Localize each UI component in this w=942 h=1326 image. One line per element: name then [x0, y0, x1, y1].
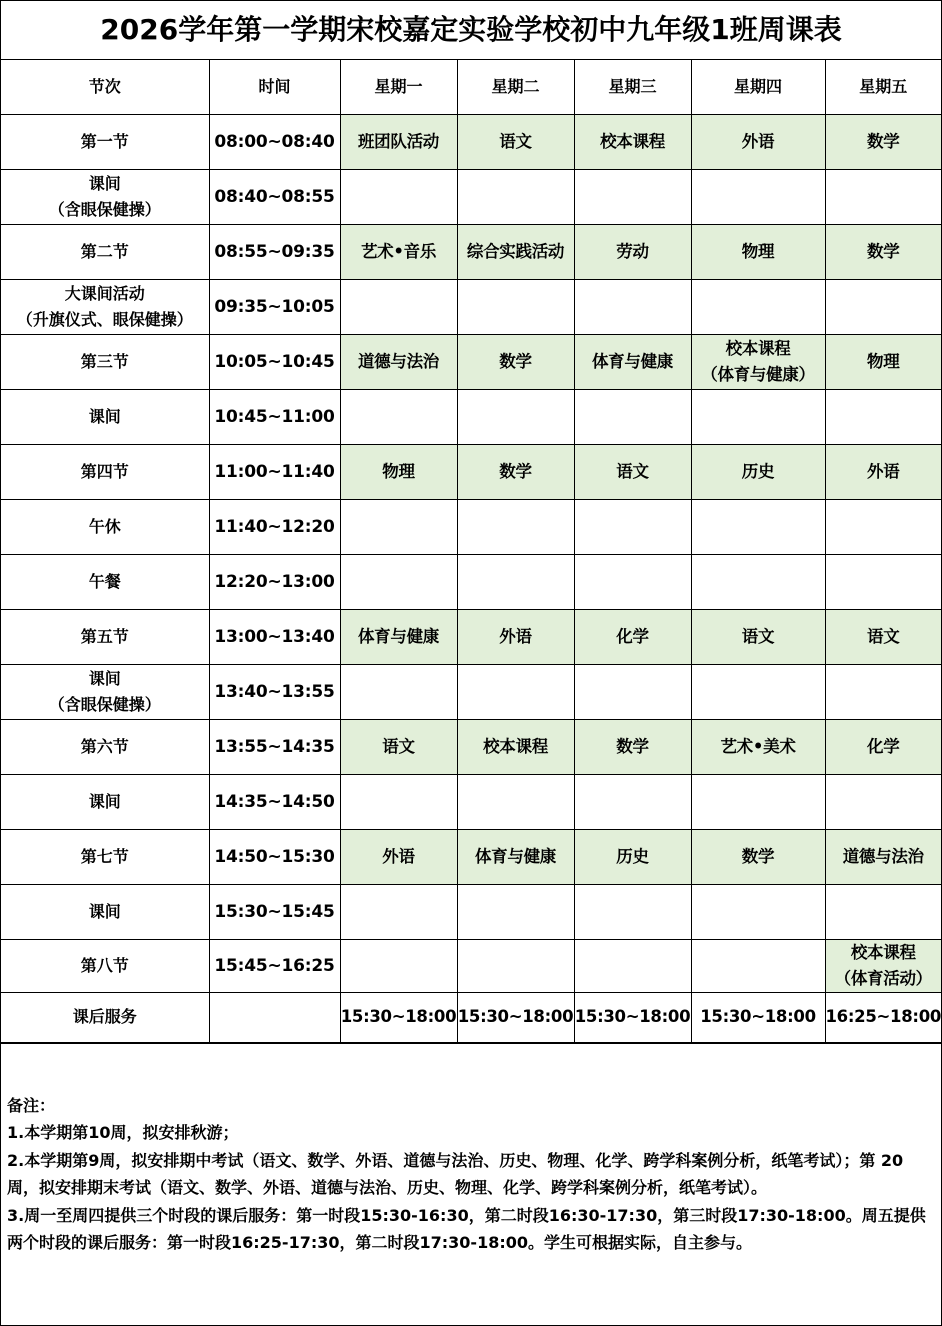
cell-thursday [691, 224, 825, 279]
cell-wednesday [574, 114, 691, 169]
cell-thursday [691, 444, 825, 499]
cell-tuesday [457, 114, 574, 169]
cell-thursday [691, 829, 825, 884]
cell-monday [340, 444, 457, 499]
time-cell: 09:35~10:05 [209, 279, 340, 334]
cell-tuesday [457, 774, 574, 829]
course-label: 班团队活动 [357, 131, 439, 151]
course-label: 外语 [382, 846, 415, 866]
cell-friday [825, 444, 941, 499]
slot-label: 课间 [88, 901, 121, 921]
schedule-row [1, 389, 941, 444]
cell-monday [340, 279, 457, 334]
cell-wednesday [574, 389, 691, 444]
cell-tuesday [457, 444, 574, 499]
cell-wednesday [574, 499, 691, 554]
course-label: 语文 [499, 131, 532, 151]
course-label: 语文 [616, 461, 649, 481]
cell-monday [340, 224, 457, 279]
slot-cell [1, 444, 209, 499]
time-cell: 12:20~13:00 [209, 554, 340, 609]
schedule-row [1, 114, 941, 169]
course-label: 数学 [616, 736, 649, 756]
slot-label: 第四节 [80, 461, 129, 481]
course-label: 语文 [741, 626, 775, 646]
cell-monday [340, 992, 457, 1042]
time-cell: 13:40~13:55 [209, 664, 340, 719]
course-label: 物理 [382, 461, 415, 481]
cell-friday [825, 884, 941, 939]
cell-thursday [691, 719, 825, 774]
slot-cell [1, 884, 209, 939]
cell-monday [340, 554, 457, 609]
cell-friday [825, 389, 941, 444]
slot-label: 第八节 [80, 955, 129, 975]
course-label: 道德与法治 [842, 846, 924, 866]
cell-thursday [691, 334, 825, 389]
cell-thursday [691, 554, 825, 609]
course-label: （体育活动） [834, 968, 932, 988]
cell-tuesday [457, 554, 574, 609]
page-title: 2026学年第一学期宋校嘉定实验学校初中九年级1班周课表 [1, 1, 941, 60]
slot-label: 第五节 [80, 626, 129, 646]
slot-label: 课间 [88, 406, 121, 426]
slot-cell [1, 114, 209, 169]
notes-section [1, 1043, 941, 1257]
course-label: 化学 [867, 736, 900, 756]
schedule-row [1, 609, 941, 664]
course-label: 综合实践活动 [466, 241, 565, 261]
slot-cell [1, 992, 209, 1042]
slot-cell [1, 609, 209, 664]
cell-wednesday [574, 334, 691, 389]
course-label: 外语 [741, 131, 775, 151]
cell-monday [340, 939, 457, 992]
slot-label: 午休 [88, 516, 121, 536]
course-label: 数学 [499, 461, 532, 481]
slot-label: 课后服务 [72, 1007, 137, 1026]
header-row [1, 60, 941, 114]
course-label: 15:30~18:00 [340, 1007, 457, 1026]
time-cell [209, 992, 340, 1042]
schedule-row [1, 829, 941, 884]
header-friday: 星期五 [825, 60, 941, 114]
course-label: 校本课程 [600, 131, 665, 151]
time-cell: 11:00~11:40 [209, 444, 340, 499]
time-cell: 13:55~14:35 [209, 719, 340, 774]
course-label: 外语 [867, 461, 900, 481]
course-label: 艺术•美术 [720, 736, 796, 756]
course-label: 外语 [499, 626, 532, 646]
header-tuesday: 星期二 [457, 60, 574, 114]
header-monday: 星期一 [340, 60, 457, 114]
note-item: 2.本学期第9周，拟安排期中考试（语文、数学、外语、道德与法治、历史、物理、化学、跨学科案例分析，纸笔考试）；第 20 周，拟安排期末考试（语文、数学、外语、道德与法治、历史、物理、化学、跨学科案例分析，纸笔考试）。 [7, 1150, 904, 1197]
schedule-row [1, 664, 941, 719]
slot-label: （升旗仪式、眼保健操） [16, 309, 193, 329]
time-cell: 11:40~12:20 [209, 499, 340, 554]
schedule-row [1, 992, 941, 1042]
cell-tuesday [457, 664, 574, 719]
course-label: 数学 [867, 241, 900, 261]
schedule-row [1, 774, 941, 829]
cell-friday [825, 334, 941, 389]
schedule-row [1, 554, 941, 609]
cell-wednesday [574, 224, 691, 279]
cell-friday [825, 224, 941, 279]
cell-thursday [691, 664, 825, 719]
course-label: 体育与健康 [474, 846, 556, 866]
slot-cell [1, 554, 209, 609]
schedule-row [1, 224, 941, 279]
slot-label: （含眼保健操） [48, 199, 161, 219]
cell-friday [825, 554, 941, 609]
slot-label: 课间 [88, 173, 121, 193]
note-item: 3.周一至周四提供三个时段的课后服务：第一时段15:30-16:30，第二时段16:30-17:30，第三时段17:30-18:00。周五提供两个时段的课后服务：第一时段16:25-17:30，第二时段17:30-18:00。学生可根据实际，自主参与。 [7, 1205, 926, 1252]
schedule-row [1, 334, 941, 389]
course-label: 语文 [382, 736, 415, 756]
cell-friday [825, 992, 941, 1042]
slot-label: 第三节 [80, 351, 129, 371]
cell-tuesday [457, 609, 574, 664]
cell-thursday [691, 884, 825, 939]
course-label: 校本课程 [483, 736, 548, 756]
course-label: 数学 [867, 131, 900, 151]
cell-wednesday [574, 609, 691, 664]
time-cell: 08:40~08:55 [209, 169, 340, 224]
cell-tuesday [457, 389, 574, 444]
schedule-row [1, 499, 941, 554]
slot-cell [1, 664, 209, 719]
cell-wednesday [574, 939, 691, 992]
slot-label: 第一节 [80, 131, 129, 151]
note-item: 1.本学期第10周，拟安排秋游； [7, 1123, 239, 1142]
cell-tuesday [457, 884, 574, 939]
slot-cell [1, 499, 209, 554]
course-label: 历史 [741, 461, 775, 481]
cell-wednesday [574, 554, 691, 609]
notes-heading: 备注： [7, 1095, 56, 1115]
course-label: 物理 [867, 351, 900, 371]
cell-monday [340, 169, 457, 224]
schedule-row [1, 719, 941, 774]
course-label: 语文 [867, 626, 900, 646]
cell-friday [825, 279, 941, 334]
slot-cell [1, 939, 209, 992]
course-label: 校本课程 [725, 338, 791, 358]
time-cell: 14:35~14:50 [209, 774, 340, 829]
course-label: 劳动 [616, 241, 649, 261]
cell-monday [340, 114, 457, 169]
cell-wednesday [574, 169, 691, 224]
slot-cell [1, 334, 209, 389]
cell-wednesday [574, 664, 691, 719]
time-cell: 15:30~15:45 [209, 884, 340, 939]
course-label: 体育与健康 [357, 626, 439, 646]
time-cell: 10:45~11:00 [209, 389, 340, 444]
cell-friday [825, 114, 941, 169]
cell-friday [825, 169, 941, 224]
cell-monday [340, 829, 457, 884]
cell-wednesday [574, 719, 691, 774]
time-cell: 08:55~09:35 [209, 224, 340, 279]
schedule-row [1, 279, 941, 334]
cell-tuesday [457, 939, 574, 992]
cell-friday [825, 774, 941, 829]
course-label: 艺术•音乐 [360, 241, 437, 261]
cell-thursday [691, 609, 825, 664]
header-thursday: 星期四 [691, 60, 825, 114]
slot-label: 课间 [88, 791, 121, 811]
cell-monday [340, 774, 457, 829]
cell-thursday [691, 279, 825, 334]
course-label: 15:30~18:00 [700, 1007, 816, 1026]
header-wednesday: 星期三 [574, 60, 691, 114]
cell-thursday [691, 774, 825, 829]
slot-label: 午餐 [88, 571, 121, 591]
slot-cell [1, 389, 209, 444]
cell-thursday [691, 169, 825, 224]
cell-thursday [691, 499, 825, 554]
cell-friday [825, 939, 941, 992]
timetable [1, 60, 941, 1043]
slot-cell [1, 279, 209, 334]
cell-monday [340, 719, 457, 774]
cell-monday [340, 664, 457, 719]
slot-label: 课间 [88, 668, 121, 688]
course-label: 物理 [741, 241, 775, 261]
cell-friday [825, 609, 941, 664]
slot-label: 第七节 [80, 846, 129, 866]
cell-tuesday [457, 829, 574, 884]
slot-cell [1, 719, 209, 774]
course-label: （体育与健康） [701, 364, 815, 384]
cell-monday [340, 499, 457, 554]
cell-tuesday [457, 279, 574, 334]
cell-friday [825, 719, 941, 774]
cell-tuesday [457, 334, 574, 389]
cell-monday [340, 884, 457, 939]
cell-tuesday [457, 224, 574, 279]
schedule-row [1, 169, 941, 224]
time-cell: 13:00~13:40 [209, 609, 340, 664]
time-cell: 10:05~10:45 [209, 334, 340, 389]
cell-monday [340, 609, 457, 664]
course-label: 道德与法治 [357, 351, 439, 371]
cell-thursday [691, 114, 825, 169]
time-cell: 15:45~16:25 [209, 939, 340, 992]
cell-tuesday [457, 992, 574, 1042]
slot-cell [1, 224, 209, 279]
cell-thursday [691, 939, 825, 992]
slot-cell [1, 169, 209, 224]
slot-label: 第二节 [80, 241, 129, 261]
slot-label: （含眼保健操） [48, 694, 161, 714]
slot-cell [1, 829, 209, 884]
course-label: 化学 [616, 626, 649, 646]
course-label: 15:30~18:00 [574, 1007, 691, 1026]
cell-wednesday [574, 992, 691, 1042]
time-cell: 08:00~08:40 [209, 114, 340, 169]
time-cell: 14:50~15:30 [209, 829, 340, 884]
cell-wednesday [574, 279, 691, 334]
course-label: 15:30~18:00 [457, 1007, 574, 1026]
schedule-row [1, 444, 941, 499]
schedule-row [1, 939, 941, 992]
slot-label: 大课间活动 [64, 283, 145, 303]
cell-tuesday [457, 169, 574, 224]
cell-wednesday [574, 884, 691, 939]
schedule-row [1, 884, 941, 939]
cell-monday [340, 334, 457, 389]
cell-thursday [691, 992, 825, 1042]
cell-friday [825, 664, 941, 719]
cell-tuesday [457, 719, 574, 774]
cell-friday [825, 829, 941, 884]
header-time: 时间 [209, 60, 340, 114]
cell-wednesday [574, 829, 691, 884]
cell-thursday [691, 389, 825, 444]
course-label: 校本课程 [850, 942, 916, 962]
course-label: 历史 [616, 846, 649, 866]
slot-label: 第六节 [80, 736, 129, 756]
course-label: 体育与健康 [591, 351, 673, 371]
course-label: 16:25~18:00 [825, 1007, 941, 1026]
cell-wednesday [574, 774, 691, 829]
cell-wednesday [574, 444, 691, 499]
course-label: 数学 [499, 351, 532, 371]
course-label: 数学 [741, 846, 775, 866]
cell-tuesday [457, 499, 574, 554]
header-slot: 节次 [1, 60, 209, 114]
cell-monday [340, 389, 457, 444]
cell-friday [825, 499, 941, 554]
slot-cell [1, 774, 209, 829]
